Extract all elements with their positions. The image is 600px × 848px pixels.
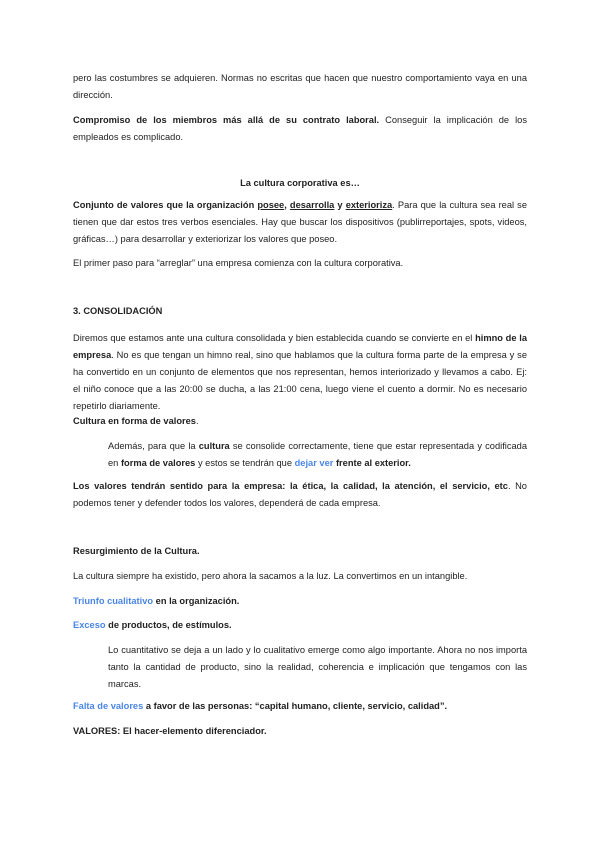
highlight-text: Falta de valores <box>73 701 144 711</box>
heading-cultura-corporativa <box>73 175 527 192</box>
bold-text: a favor de las personas: “capital humano, cliente, servicio, calidad”. <box>143 701 448 711</box>
underlined-verb-desarrolla: desarrolla <box>289 200 335 210</box>
highlight-text: Triunfo cualitativo <box>73 596 154 606</box>
paragraph-conjunto-valores <box>73 197 527 248</box>
paragraph-exceso <box>73 617 527 634</box>
paragraph-text: Diremos que estamos ante una cultura consolidada y bien establecida cuando se convierte en el <box>73 333 476 343</box>
separator: , <box>284 200 290 210</box>
paragraph-cultura-valores <box>73 413 527 430</box>
bold-text: frente al exterior. <box>333 458 411 468</box>
paragraph-valores-hacer <box>73 723 527 740</box>
paragraph-text: . Para que la cultura sea real se tienen que dar estos tres verbos esenciales. Hay que buscar los dispositivos (publirreportajes, spots, videos, gráficas…) para desarrollar y exteriorizar los valores que poseo. <box>73 200 527 244</box>
highlight-text: dejar ver <box>294 458 334 468</box>
bold-text: Conjunto de valores que la organización <box>73 200 258 210</box>
section-title-text: 3. CONSOLIDACIÓN <box>73 306 163 316</box>
bold-text: Cultura en forma de valores <box>73 416 196 426</box>
paragraph-text: Además, para que la <box>108 441 199 451</box>
paragraph-text: se consolide correctamente, tiene que estar representada y codificada en <box>108 441 528 468</box>
paragraph-valores-sentido <box>73 478 527 512</box>
paragraph-text: La cultura siempre ha existido, pero ahora la sacamos a la luz. La convertimos en un intangible. <box>73 571 468 581</box>
paragraph-text: . <box>195 416 199 426</box>
paragraph-cultura-consolidada <box>73 330 527 415</box>
paragraph-primer-paso <box>73 255 527 272</box>
bold-text: de productos, de estímulos. <box>105 620 232 630</box>
paragraph-ademas <box>108 438 527 472</box>
underlined-verb-exterioriza: exterioriza <box>345 200 393 210</box>
paragraph-triunfo <box>73 593 527 610</box>
paragraph-text: y estos se tendrán que <box>195 458 295 468</box>
paragraph-costumbres <box>73 70 527 104</box>
paragraph-compromiso <box>73 112 527 146</box>
paragraph-text: Lo cuantitativo se deja a un lado y lo cualitativo emerge como algo importante. Ahora no nos importa tanto la cantidad de producto, sino la realidad, coherencia e implicación que tengamos con las marcas. <box>108 645 527 689</box>
paragraph-text: pero las costumbres se adquieren. Normas no escritas que hacen que nuestro comportamiento vaya en una dirección. <box>73 73 527 100</box>
separator: y <box>334 200 346 210</box>
bold-text: en la organización. <box>153 596 240 606</box>
highlight-text: Exceso <box>73 620 106 630</box>
section-title-consolidacion <box>73 303 527 320</box>
bold-text: VALORES: El hacer-elemento diferenciador. <box>73 726 267 736</box>
paragraph-text: . No podemos tener y defender todos los valores, dependerá de cada empresa. <box>73 481 527 508</box>
bold-text: Compromiso de los miembros más allá de su contrato laboral. <box>73 115 380 125</box>
paragraph-text: . No es que tengan un himno real, sino que hablamos que la cultura forma parte de la empresa y se ha convertido en un conjunto de elementos que nos representan, hemos interiorizado y llevamos a cabo. Ej: el niño conoce que a las 20:00 se ducha, a las 21:00 cena, luego viene el cuento a dormir. No es necesario repetirlo diariamente. <box>73 350 527 411</box>
heading-text: Resurgimiento de la Cultura. <box>73 546 200 556</box>
underlined-verb-posee: posee <box>257 200 285 210</box>
bold-text: cultura <box>198 441 230 451</box>
bold-text: Los valores tendrán sentido para la empresa: la ética, la calidad, la atención, el servicio, etc <box>73 481 508 491</box>
paragraph-cultura-existido <box>73 568 527 585</box>
paragraph-text: El primer paso para “arreglar” una empresa comienza con la cultura corporativa. <box>73 258 404 268</box>
bold-text: himno de la empresa <box>73 333 528 360</box>
paragraph-cuantitativo <box>108 642 527 693</box>
paragraph-text: Conseguir la implicación de los empleados es complicado. <box>73 115 527 142</box>
heading-resurgimiento <box>73 543 527 560</box>
paragraph-falta-valores <box>73 698 527 715</box>
heading-text: La cultura corporativa es… <box>240 178 360 188</box>
bold-text: forma de valores <box>120 458 196 468</box>
